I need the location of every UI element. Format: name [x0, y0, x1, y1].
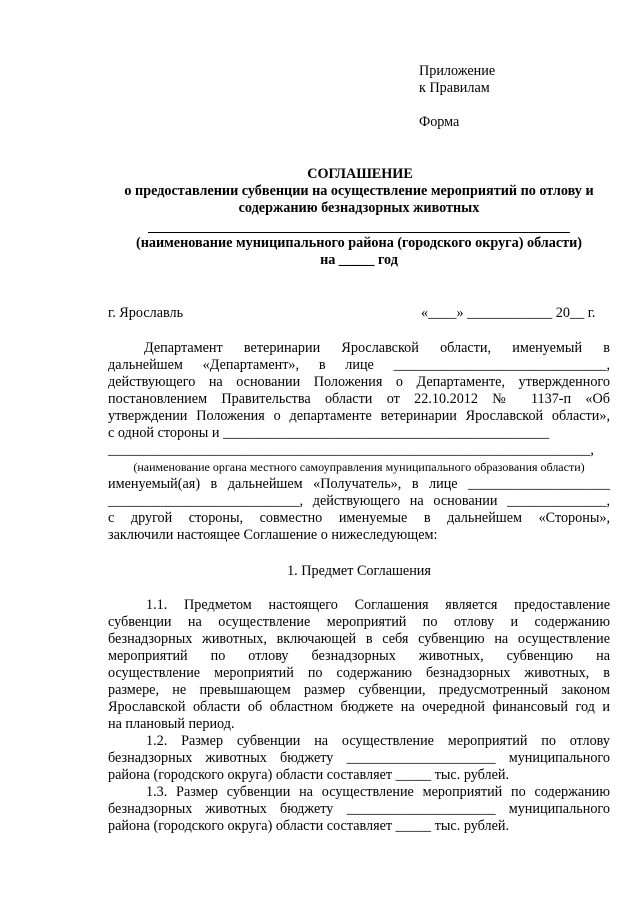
preamble-line-10: с другой стороны, совместно именуемые в дальнейшем «Стороны»,	[108, 510, 610, 526]
section-1-heading: 1. Предмет Соглашения	[287, 563, 431, 579]
city-label: г. Ярославль	[108, 305, 184, 321]
local-authority-caption: (наименование органа местного самоуправления муниципального образования области)	[133, 460, 585, 474]
preamble-line-1: Департамент ветеринарии Ярославской области, именуемый в	[144, 340, 610, 356]
clause-1-1-line-4: мероприятий по отлову безнадзорных животных, субвенцию на	[108, 648, 610, 664]
document-subtitle-line2: содержанию безнадзорных животных	[238, 200, 480, 216]
municipality-name-caption: (наименование муниципального района (городского округа) области)	[135, 235, 583, 251]
clause-1-1-line-3: безнадзорных животных, включающей в себя субвенцию на осуществление	[108, 631, 610, 647]
preamble-line-4: постановлением Правительства области от 22.10.2012 № 1137-п «Об	[108, 391, 610, 407]
clause-1-2-line-2: безнадзорных животных бюджету _____________________ муниципального	[108, 750, 610, 766]
preamble-line-3: действующего на основании Положения о Департаменте, утвержденного	[108, 374, 610, 390]
document-title: СОГЛАШЕНИЕ	[307, 166, 413, 182]
clause-1-3-line-3: района (городского округа) области составляет _____ тыс. рублей.	[108, 818, 510, 834]
clause-1-1-line-1: 1.1. Предметом настоящего Соглашения является предоставление	[146, 597, 610, 613]
clause-1-1-line-2: субвенции на осуществление мероприятий по отлову и содержанию	[108, 614, 610, 630]
clause-1-1-line-8: на плановый период.	[108, 716, 235, 732]
agreement-year: на _____ год	[320, 252, 398, 268]
clause-1-3-line-2: безнадзорных животных бюджету _____________________ муниципального	[108, 801, 610, 817]
form-label: Форма	[419, 114, 460, 130]
clause-1-2-line-3: района (городского округа) области составляет _____ тыс. рублей.	[108, 767, 510, 783]
appendix-label: Приложение	[419, 63, 496, 79]
preamble-line-8: именуемый(ая) в дальнейшем «Получатель», в лице ____________________	[108, 476, 610, 492]
municipality-name-line	[148, 232, 570, 233]
appendix-rules-label: к Правилам	[419, 80, 490, 96]
preamble-line-5: утверждении Положения о департаменте ветеринарии Ярославской области»,	[108, 408, 610, 424]
preamble-line-2: дальнейшем «Департамент», в лице ______________________________,	[108, 357, 610, 373]
document-subtitle-line1: о предоставлении субвенции на осуществление мероприятий по отлову и	[124, 183, 594, 199]
preamble-line-6: с одной стороны и ______________________________________________	[108, 425, 550, 441]
clause-1-2-line-1: 1.2. Размер субвенции на осуществление мероприятий по отлову	[146, 733, 610, 749]
clause-1-1-line-5: осуществление мероприятий по содержанию безнадзорных животных, в	[108, 665, 610, 681]
clause-1-1-line-7: Ярославской области об областном бюджете на очередной финансовый год и	[108, 699, 610, 715]
date-field: «____» ____________ 20__ г.	[421, 305, 596, 321]
clause-1-1-line-6: размере, не превышающем размер субвенции, предусмотренный законом	[108, 682, 610, 698]
preamble-line-7: ____________________________________________________________________,	[108, 442, 594, 458]
preamble-line-9: ___________________________, действующего на основании ______________,	[108, 493, 610, 509]
clause-1-3-line-1: 1.3. Размер субвенции на осуществление мероприятий по содержанию	[146, 784, 610, 800]
preamble-line-11: заключили настоящее Соглашение о нижеследующем:	[108, 527, 438, 543]
